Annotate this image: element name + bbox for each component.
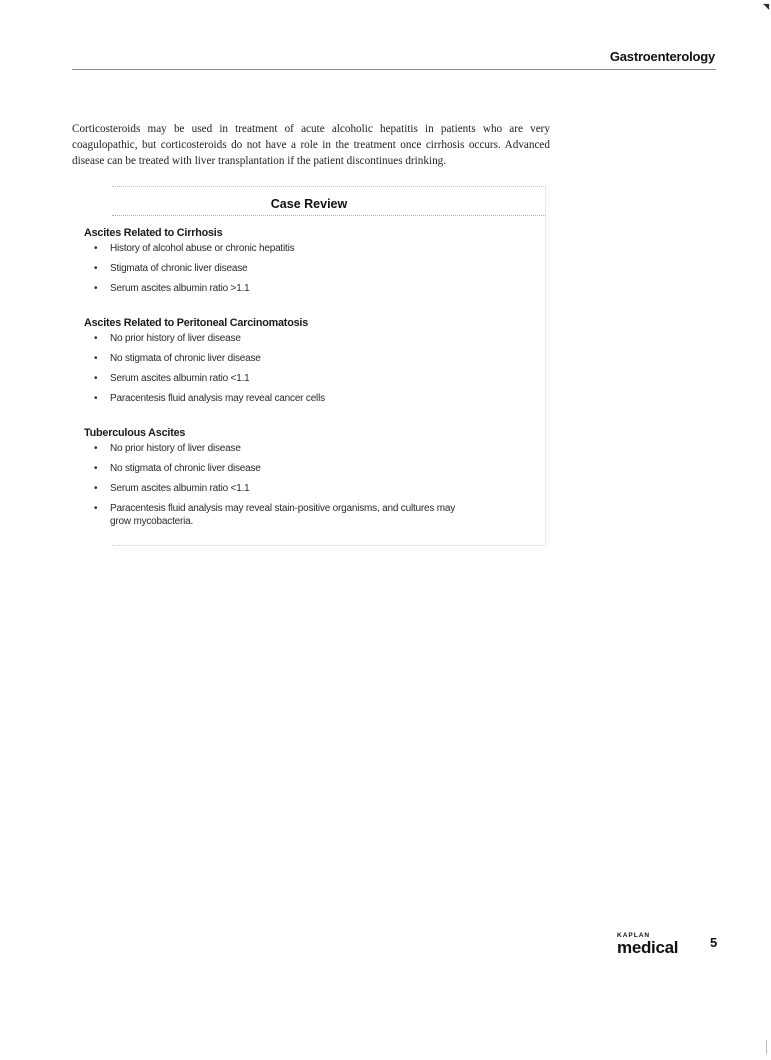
case-review-box [72, 186, 546, 546]
section-heading: Tuberculous Ascites [84, 427, 186, 439]
list-item-text: Paracentesis fluid analysis may reveal cancer cells [110, 393, 325, 404]
list-item [84, 282, 544, 295]
list-item [84, 442, 544, 455]
bullet-icon: • [94, 353, 98, 364]
list-item-text: No prior history of liver disease [110, 333, 241, 344]
case-review-title: Case Review [270, 197, 348, 211]
intro-paragraph: Corticosteroids may be used in treatment of acute alcoholic hepatitis in patients who are very coagulopathic, but corticosteroids do not have a role in the treatment once cirrhosis occurs. Advanced disease can be treated with liver transplantation if the patient discontinues drinking. [72, 123, 550, 168]
bullet-icon: • [94, 373, 98, 384]
bullet-icon: • [94, 443, 98, 454]
list-item [84, 462, 544, 475]
list-item-text: No stigmata of chronic liver disease [110, 353, 261, 364]
bullet-list [84, 332, 544, 405]
section-heading: Ascites Related to Cirrhosis [84, 227, 223, 239]
running-header-title: Gastroenterology [609, 49, 715, 64]
list-item [84, 332, 544, 345]
bullet-list [84, 242, 544, 295]
bullet-icon: • [94, 243, 98, 254]
case-box-right-border [545, 188, 546, 544]
list-item-text: History of alcohol abuse or chronic hepatitis [110, 243, 295, 254]
bullet-icon: • [94, 333, 98, 344]
list-item [84, 392, 544, 405]
edge-mark [766, 1040, 767, 1054]
case-title-divider [112, 215, 546, 216]
bullet-icon: • [94, 263, 98, 274]
list-item-text: Paracentesis fluid analysis may reveal stain-positive organisms, and cultures may grow mycobacteria. [110, 503, 456, 527]
header-divider [72, 69, 716, 70]
list-item [84, 482, 544, 495]
list-item [84, 352, 544, 365]
bullet-icon: • [94, 483, 98, 494]
bullet-icon: • [94, 393, 98, 404]
corner-crop-mark: ◥ [763, 2, 770, 11]
list-item-text: Serum ascites albumin ratio >1.1 [110, 283, 250, 294]
list-item-text: Stigmata of chronic liver disease [110, 263, 248, 274]
kaplan-medical-logo [617, 932, 687, 956]
list-item-text: No prior history of liver disease [110, 443, 241, 454]
logo-medical-text: medical [617, 938, 679, 957]
bullet-list [84, 442, 544, 528]
case-box-bottom-border [112, 545, 546, 546]
page-number: 5 [710, 935, 718, 950]
case-box-top-border [112, 186, 546, 187]
section-peritoneal-carcinomatosis [84, 314, 544, 412]
list-item [84, 262, 544, 275]
list-item [84, 242, 544, 255]
section-tuberculous-ascites [84, 424, 544, 535]
logo-kaplan-text: KAPLAN [617, 932, 651, 939]
bullet-icon: • [94, 283, 98, 294]
list-item-text: Serum ascites albumin ratio <1.1 [110, 483, 250, 494]
section-cirrhosis [84, 224, 544, 302]
list-item-text: Serum ascites albumin ratio <1.1 [110, 373, 250, 384]
list-item [84, 372, 544, 385]
list-item [84, 502, 470, 528]
bullet-icon: • [94, 463, 98, 474]
bullet-icon: • [94, 503, 98, 514]
section-heading: Ascites Related to Peritoneal Carcinomatosis [84, 317, 309, 329]
list-item-text: No stigmata of chronic liver disease [110, 463, 261, 474]
